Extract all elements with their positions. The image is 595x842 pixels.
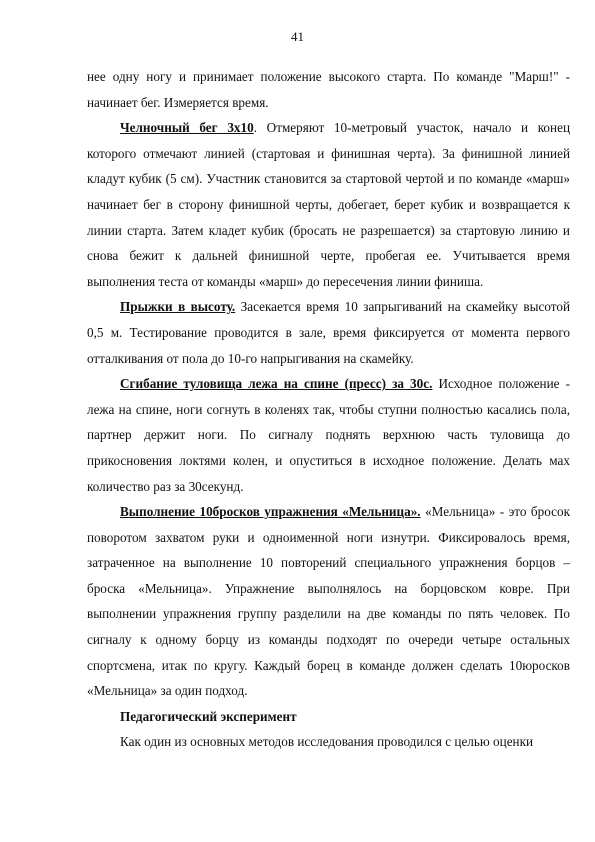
page-number: 41 [291, 29, 304, 44]
section-heading: Педагогический эксперимент [120, 708, 297, 724]
paragraph-text: . Отмеряют 10-метровый участок, начало и конец которого отмечают линией (стартовая и финишная черта). За финишной линией кладут кубик (5 см). Участник становится за стартовой чертой и по команде «марш» начинает бег в сторону финишной черты, добегает, берет кубик и возвращается к линии старта. Затем кладет кубик (бросать не разрешается) за стартовую линию и снова бежит к дальней финишной черте, пробегая ее. Учитывается время выполнения теста от команды «марш» до пересечения линии финиша. [87, 120, 570, 289]
paragraph-sit-ups [87, 371, 570, 499]
paragraph-text: Засекается время 10 запрыгиваний на скамейку высотой 0,5 м. Тестирование проводится в зале, время фиксируется от момента первого отталкивания от пола до 10-го напрыгивания на скамейку. [87, 299, 570, 366]
paragraph-continuation [87, 64, 570, 115]
paragraph-lead: Выполнение 10бросков упражнения «Мельница». [120, 504, 421, 520]
paragraph-experiment: Как один из основных методов исследования проводился с целью оценки [120, 734, 534, 750]
paragraph-high-jumps [87, 294, 570, 371]
paragraph-text: Исходное положение - лежа на спине, ноги согнуть в коленях так, чтобы ступни полностью касались пола, партнер держит ноги. По сигналу поднять верхнюю часть туловища до прикосновения локтями колен, и опуститься в исходное положение. Делать мах количество раз за 30секунд. [87, 376, 570, 494]
paragraph-text: «Мельница» - это бросок поворотом захватом руки и одноименной ноги изнутри. Фиксировалось время, затраченное на выполнение 10 повторений специального упражнения борцов – броска «Мельница». Упражнение выполнялось на борцовском ковре. При выполнении упражнения группу разделили на две команды по пять человек. По сигналу к одному борцу из команды подходят по очереди четыре остальных спортсмена, итак по кругу. Каждый борец в команде должен сделать 10юросков «Мельница» за один подход. [87, 504, 570, 699]
paragraph-lead: Сгибание туловища лежа на спине (пресс) за 30с. [120, 376, 433, 392]
page-text [87, 64, 570, 755]
paragraph-text: нее одну ногу и принимает положение высокого старта. По команде "Марш!" - начинает бег. Измеряется время. [87, 69, 570, 110]
paragraph-lead: Челночный бег 3х10 [120, 120, 254, 136]
paragraph-shuttle-run [87, 115, 570, 294]
paragraph-mill-throws [87, 499, 570, 704]
paragraph-lead: Прыжки в высоту. [120, 299, 236, 315]
